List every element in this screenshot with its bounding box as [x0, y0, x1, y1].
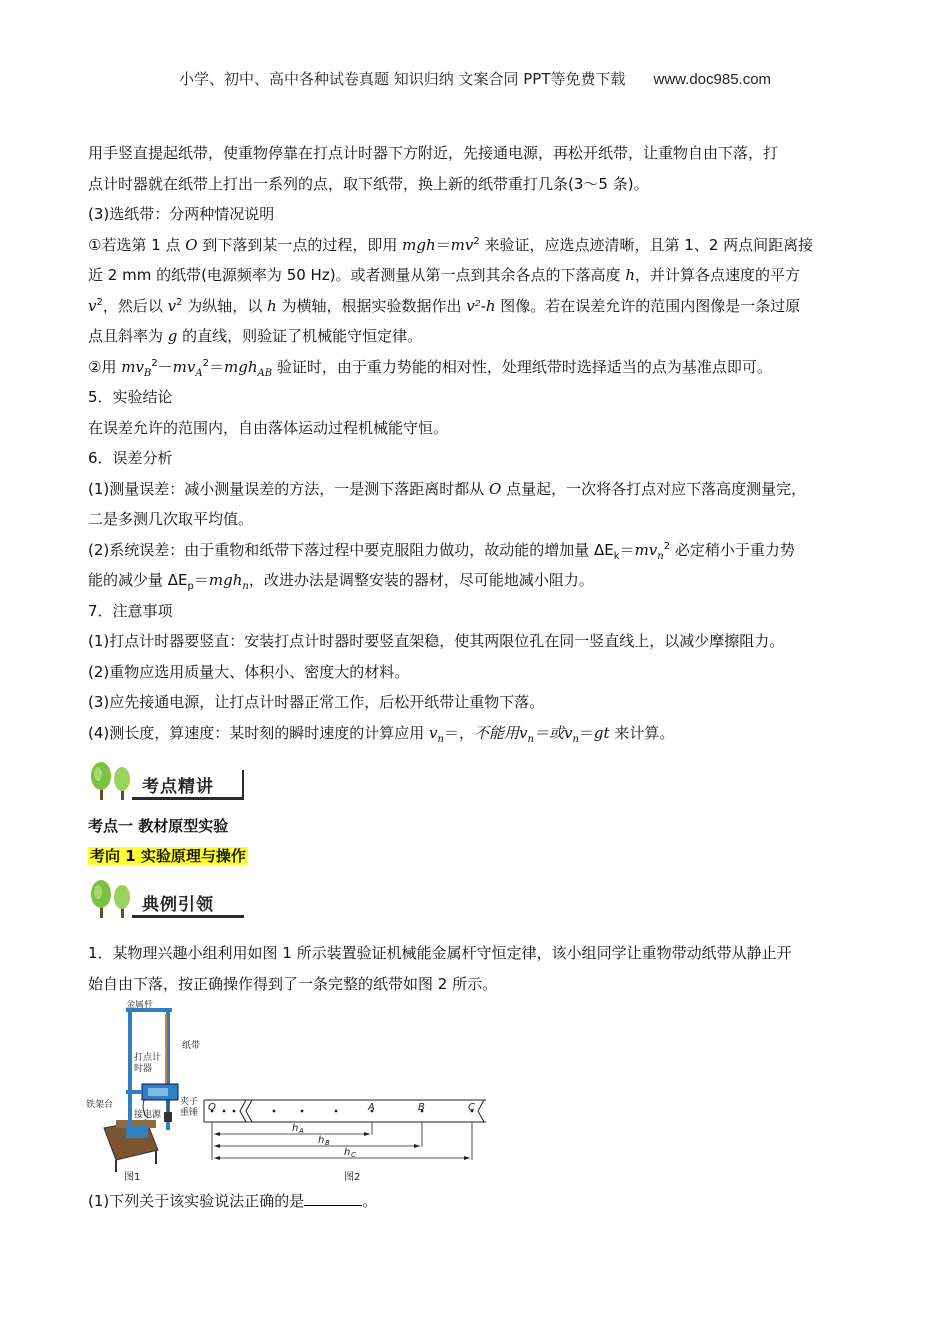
text: － — [157, 357, 173, 376]
paragraph — [88, 474, 878, 505]
sup: 2 — [202, 357, 209, 369]
label-stand: 铁架台 — [86, 1100, 114, 1110]
banner-bar — [242, 770, 244, 800]
text: 6．误差分析 — [88, 449, 173, 467]
text: 5．实验结论 — [88, 388, 173, 406]
sub: A — [195, 367, 203, 379]
var: v — [519, 723, 528, 742]
text: ＝ — [578, 723, 594, 742]
paragraph — [88, 718, 878, 749]
var: v — [167, 296, 177, 315]
text: 为纵轴，以 — [182, 296, 268, 315]
text: 图像。若在误差允许的范围内图像是一条过原 — [495, 296, 801, 315]
sub: B — [143, 367, 152, 379]
paragraph — [88, 657, 878, 688]
var: mgh — [402, 235, 436, 254]
text: 到下落到某一点的过程，即用 — [197, 235, 403, 254]
sub: AB — [257, 367, 273, 379]
text: 在误差允许的范围内，自由落体运动过程机械能守恒。 — [88, 418, 449, 437]
var: v²-h — [466, 296, 496, 315]
text: (3)应先接通电源，让打点计时器正常工作，后松开纸带让重物下落。 — [88, 693, 545, 711]
text: ＝， — [443, 723, 474, 742]
kaodian-heading: 考点一 教材原型实验 — [88, 817, 229, 835]
label-weight: 重锤 — [180, 1108, 199, 1118]
var: O — [185, 235, 198, 254]
var: h — [267, 296, 277, 315]
text: (2)系统误差：由于重物和纸带下落过程中要克服阻力做功，故动能的增加量 ΔE — [88, 540, 614, 559]
var: mv — [634, 540, 658, 559]
question-line: 1．某物理兴趣小组利用如图 1 所示装置验证机械能金属杆守恒定律，该小组同学让重物带动纸带从静止开 — [88, 944, 792, 962]
var: mgh — [208, 571, 243, 589]
weight — [164, 1100, 172, 1122]
sub: n — [657, 550, 664, 562]
tree-icon — [88, 878, 136, 920]
point-B: B — [418, 1102, 425, 1113]
text: ，然后以 — [102, 296, 168, 315]
kaoxiang-heading — [88, 845, 248, 866]
highlight-text: 考向 1 实验原理与操作 — [90, 847, 246, 865]
label-hB-sub: B — [325, 1139, 330, 1147]
sup: 2 — [473, 235, 480, 247]
experiment-figure — [86, 1000, 506, 1185]
paragraph — [88, 138, 878, 169]
var: v — [429, 723, 438, 742]
text: (4)测长度，算速度：某时刻的瞬时速度的计算应用 — [88, 723, 430, 742]
point-A: A — [368, 1102, 375, 1113]
text: 来计算。 — [609, 723, 675, 742]
paragraph — [88, 321, 878, 352]
sub: p — [187, 581, 194, 592]
sup: 2 — [151, 357, 158, 369]
var: mv — [121, 357, 144, 376]
text: 用手竖直提起纸带，使重物停靠在打点计时器下方附近，先接通电源，再松开纸带，让重物自由下落，打 — [88, 144, 779, 162]
text: (3)选纸带：分两种情况说明 — [88, 205, 275, 223]
section-banner-dianli — [88, 878, 248, 920]
text: ，并计算各点速度的平方 — [635, 266, 801, 284]
figure-caption-1: 图1 — [124, 1172, 141, 1183]
sub: n — [572, 733, 579, 745]
var: g — [167, 327, 178, 345]
label-power: 接电源 — [134, 1110, 162, 1120]
text: 为横轴，根据实验数据作出 — [276, 296, 467, 315]
banner-label: 考点精讲 — [142, 777, 214, 797]
question-text: (1)下列关于该实验说法正确的是 — [88, 1192, 305, 1210]
tree-icon — [88, 760, 136, 802]
label-rod: 金属杆 — [126, 1000, 154, 1010]
label-timer-2: 时器 — [134, 1064, 153, 1074]
question-end: 。 — [362, 1192, 378, 1210]
section-banner-kaodian — [88, 760, 248, 802]
var: mv — [172, 357, 196, 376]
paragraph — [88, 260, 878, 291]
answer-blank[interactable] — [304, 1191, 362, 1206]
question-1-sub-1 — [88, 1190, 377, 1211]
label-tape: 纸带 — [182, 1041, 201, 1051]
header-site: www.doc985.com — [653, 71, 772, 88]
banner-underline — [132, 797, 244, 800]
text: 二是多测几次取平均值。 — [88, 510, 254, 528]
section-heading — [88, 199, 878, 230]
paragraph — [88, 626, 878, 657]
var: gt — [593, 723, 610, 742]
text: ＝ — [435, 235, 451, 254]
text: 的直线，则验证了机械能守恒定律。 — [177, 327, 423, 345]
paragraph — [88, 291, 878, 322]
text: (1)测量误差：减小测量误差的方法，一是测下落距离时都从 — [88, 479, 490, 498]
sub: k — [613, 550, 620, 562]
text: ＝ — [193, 571, 209, 589]
tape-figure — [204, 1100, 486, 1183]
text: ＝ — [619, 540, 635, 559]
paragraph — [88, 535, 878, 566]
sup: 2 — [663, 540, 671, 552]
text: (1)打点计时器要竖直：安装打点计时器时要竖直架稳，使其两限位孔在同一竖直线上，以减少摩擦阻力。 — [88, 632, 785, 650]
point-C: C — [468, 1102, 475, 1113]
label-timer-1: 打点计 — [134, 1053, 162, 1063]
paragraph — [88, 504, 878, 535]
text: ①若选第 1 点 — [88, 235, 186, 254]
question-1 — [88, 938, 878, 1000]
label-hB: h — [318, 1135, 325, 1146]
label-clip: 夹子 — [180, 1097, 199, 1107]
page-header — [0, 68, 950, 89]
header-text: 小学、初中、高中各种试卷真题 知识归纳 文案合同 PPT等免费下载 — [178, 70, 626, 88]
text: ＝ — [208, 357, 224, 376]
banner-underline — [132, 915, 244, 918]
var: mgh — [224, 357, 258, 376]
label-hC: h — [344, 1147, 351, 1158]
text: 不能用 — [473, 723, 519, 742]
var: O — [489, 479, 502, 498]
var: mv — [450, 235, 474, 254]
sub: n — [242, 581, 249, 592]
paragraph — [88, 352, 878, 383]
paragraph — [88, 413, 878, 444]
var: h — [625, 266, 635, 284]
timer-device — [126, 1084, 178, 1100]
text: 必定稍小于重力势 — [670, 540, 795, 559]
text: ②用 — [88, 357, 122, 376]
paragraph — [88, 687, 878, 718]
text: 点计时器就在纸带上打出一系列的点，取下纸带，换上新的纸带重打几条(3～5 条)。 — [88, 174, 649, 193]
text: 7．注意事项 — [88, 601, 173, 620]
text: 点量起，一次将各打点对应下落高度测量完， — [501, 479, 807, 498]
text: 点且斜率为 — [88, 327, 168, 345]
sub: n — [437, 733, 444, 745]
label-hC-sub: C — [351, 1151, 356, 1159]
text: 近 2 mm 的纸带(电源频率为 50 Hz)。或者测量从第一点到其余各点的下落高度 — [88, 266, 626, 284]
label-hA: h — [292, 1123, 299, 1134]
paragraph — [88, 169, 878, 200]
text: 验证时，由于重力势能的相对性，处理纸带时选择适当的点为基准点即可。 — [272, 357, 772, 376]
var: v — [563, 723, 573, 742]
content-body — [88, 138, 878, 748]
var: v — [88, 296, 97, 315]
text: (2)重物应选用质量大、体积小、密度大的材料。 — [88, 662, 410, 681]
sup: 2 — [176, 296, 183, 308]
text: ，改进办法是调整安装的器材，尽可能地减小阻力。 — [248, 571, 594, 589]
label-hA-sub: A — [299, 1127, 304, 1135]
text: ＝或 — [533, 723, 564, 742]
paragraph — [88, 565, 878, 596]
point-O: O — [208, 1102, 216, 1113]
sup: 2 — [96, 296, 103, 308]
text: 能的减少量 ΔE — [88, 571, 188, 589]
section-heading — [88, 596, 878, 627]
sub: n — [527, 733, 534, 745]
question-line: 始自由下落，按正确操作得到了一条完整的纸带如图 2 所示。 — [88, 975, 498, 993]
section-heading — [88, 443, 878, 474]
figure-caption-2: 图2 — [344, 1172, 361, 1183]
banner-label: 典例引领 — [142, 895, 214, 915]
section-heading — [88, 382, 878, 413]
paragraph — [88, 230, 878, 261]
text: 来验证，应选点迹清晰，且第 1、2 两点间距离接 — [479, 235, 814, 254]
